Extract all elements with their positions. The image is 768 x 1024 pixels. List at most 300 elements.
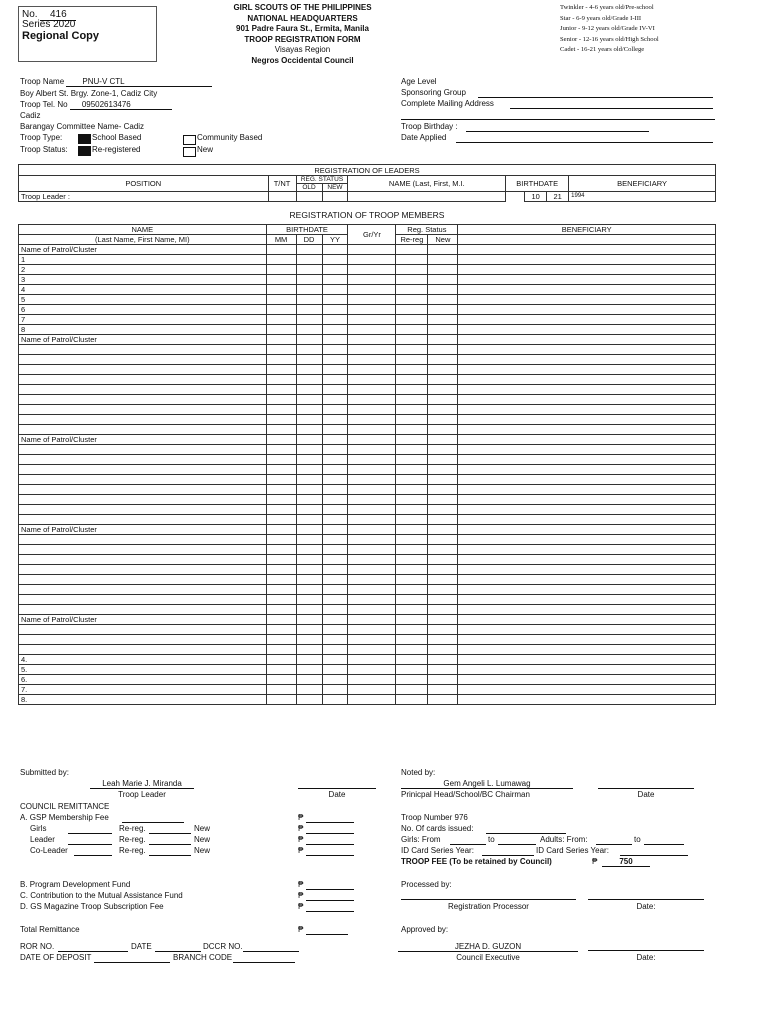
member-cell[interactable] — [296, 595, 322, 605]
member-cell[interactable] — [266, 585, 296, 595]
member-cell[interactable] — [348, 475, 396, 485]
member-cell[interactable] — [428, 635, 458, 645]
member-cell[interactable] — [266, 475, 296, 485]
member-cell[interactable] — [348, 575, 396, 585]
member-cell[interactable] — [458, 595, 716, 605]
member-cell[interactable] — [428, 275, 458, 285]
member-cell[interactable] — [322, 555, 348, 565]
member-cell[interactable] — [458, 385, 716, 395]
school-based-checkbox[interactable] — [78, 134, 91, 144]
member-cell[interactable] — [396, 245, 428, 255]
member-cell[interactable] — [296, 605, 322, 615]
member-cell[interactable] — [266, 515, 296, 525]
member-cell[interactable] — [322, 635, 348, 645]
member-cell[interactable] — [396, 435, 428, 445]
member-cell[interactable] — [348, 415, 396, 425]
member-name-cell[interactable] — [19, 395, 267, 405]
member-name-cell[interactable]: 4 — [19, 285, 267, 295]
leader-name[interactable] — [348, 192, 506, 202]
member-cell[interactable] — [396, 425, 428, 435]
gsp-amount-field[interactable] — [306, 813, 354, 823]
member-name-cell[interactable]: 7 — [19, 315, 267, 325]
leader-tnt[interactable] — [268, 192, 296, 202]
member-cell[interactable] — [396, 325, 428, 335]
member-cell[interactable] — [458, 415, 716, 425]
member-cell[interactable] — [322, 265, 348, 275]
member-cell[interactable] — [428, 545, 458, 555]
member-name-cell[interactable] — [19, 495, 267, 505]
leader-birth-yy[interactable]: 1994 — [569, 192, 716, 202]
member-cell[interactable] — [396, 525, 428, 535]
member-cell[interactable] — [296, 415, 322, 425]
member-cell[interactable] — [266, 405, 296, 415]
member-cell[interactable] — [396, 405, 428, 415]
member-cell[interactable] — [428, 415, 458, 425]
member-cell[interactable] — [458, 695, 716, 705]
member-cell[interactable] — [428, 445, 458, 455]
member-cell[interactable] — [322, 355, 348, 365]
member-cell[interactable] — [428, 655, 458, 665]
member-cell[interactable] — [296, 695, 322, 705]
member-cell[interactable] — [428, 665, 458, 675]
member-cell[interactable] — [396, 375, 428, 385]
member-cell[interactable] — [322, 585, 348, 595]
cards-issued-field[interactable] — [486, 824, 566, 834]
member-cell[interactable] — [322, 485, 348, 495]
member-cell[interactable] — [296, 475, 322, 485]
member-cell[interactable] — [458, 585, 716, 595]
member-cell[interactable] — [348, 245, 396, 255]
member-cell[interactable] — [428, 375, 458, 385]
member-cell[interactable] — [322, 285, 348, 295]
member-cell[interactable] — [296, 655, 322, 665]
member-cell[interactable] — [322, 685, 348, 695]
member-cell[interactable] — [322, 365, 348, 375]
gsp-fee-field[interactable] — [122, 813, 184, 823]
member-cell[interactable] — [296, 525, 322, 535]
member-cell[interactable] — [396, 605, 428, 615]
girls-from-field[interactable] — [450, 835, 486, 845]
member-cell[interactable] — [266, 685, 296, 695]
member-cell[interactable] — [296, 565, 322, 575]
member-cell[interactable] — [396, 515, 428, 525]
member-cell[interactable] — [296, 425, 322, 435]
member-cell[interactable] — [296, 505, 322, 515]
member-name-cell[interactable] — [19, 345, 267, 355]
member-cell[interactable] — [458, 465, 716, 475]
member-cell[interactable] — [322, 475, 348, 485]
member-cell[interactable] — [396, 445, 428, 455]
member-cell[interactable] — [458, 625, 716, 635]
member-cell[interactable] — [296, 385, 322, 395]
member-cell[interactable] — [348, 455, 396, 465]
member-name-cell[interactable]: 5. — [19, 665, 267, 675]
member-cell[interactable] — [428, 325, 458, 335]
member-cell[interactable] — [348, 695, 396, 705]
member-cell[interactable] — [266, 665, 296, 675]
member-cell[interactable] — [458, 525, 716, 535]
member-cell[interactable] — [296, 615, 322, 625]
member-cell[interactable] — [348, 275, 396, 285]
member-cell[interactable] — [396, 385, 428, 395]
member-name-cell[interactable] — [19, 385, 267, 395]
member-cell[interactable] — [296, 245, 322, 255]
member-cell[interactable] — [322, 565, 348, 575]
member-name-cell[interactable]: 8. — [19, 695, 267, 705]
member-cell[interactable] — [266, 495, 296, 505]
member-cell[interactable] — [296, 335, 322, 345]
troop-name-field[interactable]: PNU-V CTL — [66, 77, 212, 87]
member-cell[interactable] — [428, 385, 458, 395]
member-name-cell[interactable] — [19, 585, 267, 595]
member-cell[interactable] — [428, 255, 458, 265]
member-name-cell[interactable] — [19, 405, 267, 415]
member-cell[interactable] — [428, 645, 458, 655]
member-cell[interactable] — [296, 645, 322, 655]
processor-signature-line[interactable] — [401, 891, 576, 900]
member-cell[interactable] — [266, 465, 296, 475]
member-cell[interactable] — [396, 565, 428, 575]
member-name-cell[interactable] — [19, 355, 267, 365]
approved-date-line[interactable] — [588, 942, 704, 951]
member-cell[interactable] — [428, 675, 458, 685]
member-cell[interactable] — [348, 655, 396, 665]
member-cell[interactable] — [296, 435, 322, 445]
member-cell[interactable] — [296, 355, 322, 365]
member-name-cell[interactable]: 5 — [19, 295, 267, 305]
member-cell[interactable] — [396, 655, 428, 665]
member-cell[interactable] — [458, 445, 716, 455]
member-name-cell[interactable]: 7. — [19, 685, 267, 695]
member-cell[interactable] — [428, 285, 458, 295]
member-cell[interactable] — [348, 365, 396, 375]
member-name-cell[interactable]: 1 — [19, 255, 267, 265]
member-cell[interactable] — [428, 615, 458, 625]
total-remittance-field[interactable] — [306, 925, 348, 935]
id-series-field[interactable] — [482, 846, 534, 856]
member-cell[interactable] — [266, 575, 296, 585]
member-cell[interactable] — [348, 545, 396, 555]
member-cell[interactable] — [396, 275, 428, 285]
member-cell[interactable] — [296, 485, 322, 495]
member-cell[interactable] — [296, 315, 322, 325]
member-name-cell[interactable]: Name of Patrol/Cluster — [19, 615, 267, 625]
member-cell[interactable] — [322, 695, 348, 705]
member-name-cell[interactable] — [19, 475, 267, 485]
member-cell[interactable] — [322, 335, 348, 345]
member-cell[interactable] — [266, 375, 296, 385]
member-cell[interactable] — [396, 675, 428, 685]
member-cell[interactable] — [396, 595, 428, 605]
member-cell[interactable] — [322, 605, 348, 615]
member-cell[interactable] — [296, 545, 322, 555]
member-cell[interactable] — [458, 305, 716, 315]
member-name-cell[interactable] — [19, 415, 267, 425]
member-cell[interactable] — [322, 515, 348, 525]
member-cell[interactable] — [266, 385, 296, 395]
member-cell[interactable] — [428, 425, 458, 435]
member-cell[interactable] — [458, 485, 716, 495]
program-dev-amount[interactable] — [306, 880, 354, 890]
leader-amount-field[interactable] — [306, 835, 354, 845]
member-cell[interactable] — [296, 365, 322, 375]
member-name-cell[interactable] — [19, 565, 267, 575]
member-cell[interactable] — [296, 395, 322, 405]
member-cell[interactable] — [458, 555, 716, 565]
member-cell[interactable] — [322, 595, 348, 605]
community-based-checkbox[interactable] — [183, 135, 196, 145]
member-cell[interactable] — [396, 635, 428, 645]
member-name-cell[interactable] — [19, 575, 267, 585]
adults-from-field[interactable] — [596, 835, 632, 845]
member-cell[interactable] — [396, 355, 428, 365]
member-cell[interactable] — [348, 345, 396, 355]
member-name-cell[interactable]: 3 — [19, 275, 267, 285]
member-cell[interactable] — [428, 535, 458, 545]
member-cell[interactable] — [428, 555, 458, 565]
member-cell[interactable] — [266, 655, 296, 665]
member-cell[interactable] — [322, 545, 348, 555]
member-cell[interactable] — [458, 435, 716, 445]
member-cell[interactable] — [396, 465, 428, 475]
member-name-cell[interactable]: 8 — [19, 325, 267, 335]
member-cell[interactable] — [428, 685, 458, 695]
member-cell[interactable] — [322, 395, 348, 405]
member-cell[interactable] — [396, 535, 428, 545]
troop-tel-field[interactable]: 09502613476 — [70, 100, 172, 110]
girls-field[interactable] — [68, 824, 112, 834]
member-cell[interactable] — [458, 265, 716, 275]
member-name-cell[interactable] — [19, 445, 267, 455]
member-name-cell[interactable] — [19, 455, 267, 465]
member-cell[interactable] — [458, 455, 716, 465]
member-cell[interactable] — [266, 505, 296, 515]
member-name-cell[interactable]: 6 — [19, 305, 267, 315]
member-cell[interactable] — [348, 515, 396, 525]
member-cell[interactable] — [348, 265, 396, 275]
member-cell[interactable] — [428, 405, 458, 415]
member-cell[interactable] — [296, 685, 322, 695]
member-cell[interactable] — [348, 665, 396, 675]
member-cell[interactable] — [322, 465, 348, 475]
member-cell[interactable] — [458, 335, 716, 345]
member-cell[interactable] — [348, 535, 396, 545]
member-name-cell[interactable]: Name of Patrol/Cluster — [19, 245, 267, 255]
member-cell[interactable] — [266, 635, 296, 645]
member-cell[interactable] — [322, 295, 348, 305]
member-cell[interactable] — [396, 615, 428, 625]
member-name-cell[interactable] — [19, 505, 267, 515]
member-cell[interactable] — [322, 425, 348, 435]
member-cell[interactable] — [458, 475, 716, 485]
member-cell[interactable] — [396, 505, 428, 515]
member-cell[interactable] — [322, 655, 348, 665]
member-name-cell[interactable] — [19, 365, 267, 375]
member-cell[interactable] — [348, 685, 396, 695]
member-cell[interactable] — [322, 375, 348, 385]
member-cell[interactable] — [428, 695, 458, 705]
member-name-cell[interactable] — [19, 535, 267, 545]
member-name-cell[interactable]: 4. — [19, 655, 267, 665]
member-cell[interactable] — [322, 505, 348, 515]
member-cell[interactable] — [458, 535, 716, 545]
branch-code-field[interactable] — [233, 953, 295, 963]
member-cell[interactable] — [348, 645, 396, 655]
member-cell[interactable] — [296, 375, 322, 385]
member-cell[interactable] — [322, 245, 348, 255]
member-cell[interactable] — [266, 545, 296, 555]
member-cell[interactable] — [428, 265, 458, 275]
id-series-field-2[interactable] — [620, 846, 688, 856]
member-cell[interactable] — [428, 345, 458, 355]
member-cell[interactable] — [266, 335, 296, 345]
member-cell[interactable] — [458, 565, 716, 575]
member-cell[interactable] — [322, 415, 348, 425]
submitted-date-field[interactable] — [298, 779, 376, 789]
member-cell[interactable] — [348, 285, 396, 295]
member-cell[interactable] — [348, 495, 396, 505]
member-cell[interactable] — [266, 455, 296, 465]
member-cell[interactable] — [296, 255, 322, 265]
member-cell[interactable] — [428, 585, 458, 595]
member-cell[interactable] — [348, 625, 396, 635]
member-cell[interactable] — [396, 695, 428, 705]
member-cell[interactable] — [348, 325, 396, 335]
member-name-cell[interactable] — [19, 425, 267, 435]
member-cell[interactable] — [266, 415, 296, 425]
member-name-cell[interactable] — [19, 605, 267, 615]
member-cell[interactable] — [296, 515, 322, 525]
member-name-cell[interactable]: 6. — [19, 675, 267, 685]
member-cell[interactable] — [322, 255, 348, 265]
member-cell[interactable] — [296, 345, 322, 355]
member-cell[interactable] — [396, 305, 428, 315]
member-cell[interactable] — [348, 605, 396, 615]
member-cell[interactable] — [458, 605, 716, 615]
member-cell[interactable] — [428, 595, 458, 605]
member-cell[interactable] — [458, 325, 716, 335]
member-cell[interactable] — [296, 265, 322, 275]
member-cell[interactable] — [458, 365, 716, 375]
ror-date-field[interactable] — [155, 942, 201, 952]
member-cell[interactable] — [458, 275, 716, 285]
member-name-cell[interactable]: Name of Patrol/Cluster — [19, 335, 267, 345]
member-cell[interactable] — [458, 285, 716, 295]
member-cell[interactable] — [428, 515, 458, 525]
member-cell[interactable] — [296, 635, 322, 645]
member-cell[interactable] — [322, 385, 348, 395]
member-cell[interactable] — [348, 555, 396, 565]
member-cell[interactable] — [296, 305, 322, 315]
member-cell[interactable] — [458, 375, 716, 385]
member-name-cell[interactable] — [19, 625, 267, 635]
member-cell[interactable] — [322, 325, 348, 335]
member-cell[interactable] — [396, 255, 428, 265]
member-cell[interactable] — [428, 505, 458, 515]
member-cell[interactable] — [348, 615, 396, 625]
member-cell[interactable] — [396, 665, 428, 675]
member-cell[interactable] — [348, 405, 396, 415]
member-cell[interactable] — [396, 645, 428, 655]
member-cell[interactable] — [266, 345, 296, 355]
member-cell[interactable] — [322, 665, 348, 675]
member-cell[interactable] — [348, 465, 396, 475]
member-cell[interactable] — [348, 505, 396, 515]
leader-old[interactable] — [296, 192, 322, 202]
member-cell[interactable] — [296, 285, 322, 295]
coleader-field[interactable] — [74, 846, 112, 856]
member-cell[interactable] — [348, 525, 396, 535]
member-cell[interactable] — [266, 485, 296, 495]
member-cell[interactable] — [428, 475, 458, 485]
processed-date-line[interactable] — [588, 891, 704, 900]
member-cell[interactable] — [348, 255, 396, 265]
member-cell[interactable] — [322, 495, 348, 505]
member-cell[interactable] — [266, 565, 296, 575]
member-cell[interactable] — [348, 425, 396, 435]
member-cell[interactable] — [296, 585, 322, 595]
member-cell[interactable] — [428, 575, 458, 585]
noted-date-field[interactable] — [598, 779, 694, 789]
member-name-cell[interactable] — [19, 555, 267, 565]
member-cell[interactable] — [396, 575, 428, 585]
member-cell[interactable] — [348, 595, 396, 605]
member-cell[interactable] — [458, 665, 716, 675]
member-cell[interactable] — [322, 535, 348, 545]
member-cell[interactable] — [428, 625, 458, 635]
member-cell[interactable] — [428, 435, 458, 445]
member-cell[interactable] — [322, 675, 348, 685]
member-cell[interactable] — [458, 505, 716, 515]
member-cell[interactable] — [348, 395, 396, 405]
member-cell[interactable] — [428, 365, 458, 375]
member-cell[interactable] — [296, 625, 322, 635]
member-cell[interactable] — [296, 555, 322, 565]
member-cell[interactable] — [396, 455, 428, 465]
mailing-address-field[interactable] — [510, 99, 713, 109]
member-cell[interactable] — [296, 495, 322, 505]
member-cell[interactable] — [428, 455, 458, 465]
sponsoring-group-field[interactable] — [478, 88, 713, 98]
member-cell[interactable] — [322, 455, 348, 465]
member-cell[interactable] — [266, 675, 296, 685]
member-cell[interactable] — [458, 615, 716, 625]
member-cell[interactable] — [348, 355, 396, 365]
member-cell[interactable] — [428, 245, 458, 255]
member-cell[interactable] — [396, 495, 428, 505]
member-name-cell[interactable]: Name of Patrol/Cluster — [19, 525, 267, 535]
new-status-checkbox[interactable] — [183, 147, 196, 157]
member-cell[interactable] — [266, 595, 296, 605]
member-cell[interactable] — [458, 355, 716, 365]
member-cell[interactable] — [396, 315, 428, 325]
member-cell[interactable] — [428, 525, 458, 535]
member-cell[interactable] — [296, 405, 322, 415]
member-name-cell[interactable]: 2 — [19, 265, 267, 275]
member-cell[interactable] — [428, 315, 458, 325]
member-cell[interactable] — [266, 525, 296, 535]
member-cell[interactable] — [322, 525, 348, 535]
leader-field[interactable] — [68, 835, 112, 845]
leader-birth-mm[interactable]: 10 — [525, 192, 547, 202]
mutual-assistance-amount[interactable] — [306, 891, 354, 901]
member-cell[interactable] — [266, 425, 296, 435]
member-cell[interactable] — [428, 565, 458, 575]
member-cell[interactable] — [396, 485, 428, 495]
ror-field[interactable] — [58, 942, 128, 952]
member-cell[interactable] — [296, 295, 322, 305]
member-cell[interactable] — [322, 315, 348, 325]
